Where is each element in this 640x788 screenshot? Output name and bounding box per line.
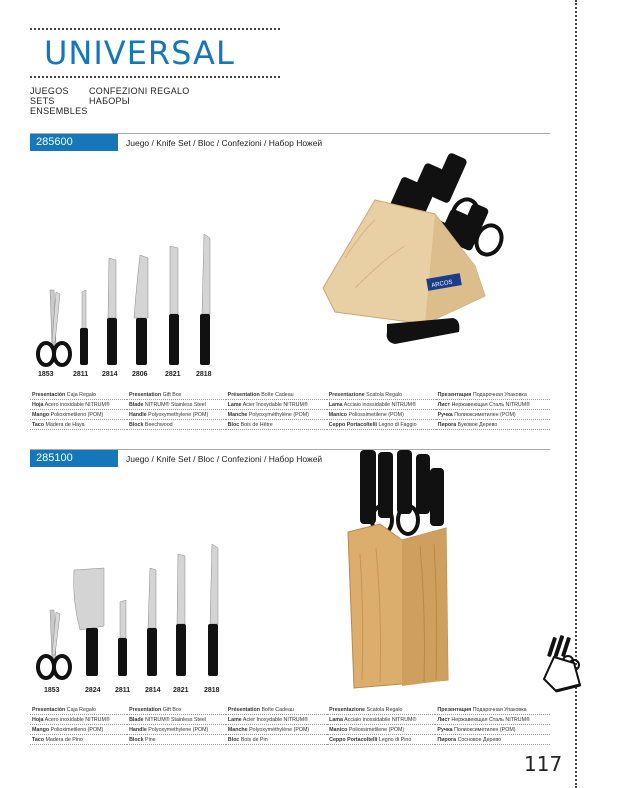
subtitle-col2 xyxy=(89,86,190,106)
knife-number: 1853 xyxy=(38,371,54,378)
pine-knife-block-photo xyxy=(340,444,460,694)
subtitle-col1 xyxy=(30,86,88,116)
bread-knife-icon xyxy=(176,554,186,676)
cleaver-icon xyxy=(74,568,104,676)
beech-knife-block-photo xyxy=(315,148,525,353)
block-brand-label: ARCOS xyxy=(431,279,454,290)
paring-knife-icon xyxy=(80,290,88,365)
slicing-knife-icon xyxy=(208,544,218,676)
slicing-knife-icon xyxy=(200,234,210,365)
spec-table xyxy=(30,705,550,745)
knife-number: 2818 xyxy=(204,687,220,694)
table-row: Mango Polioximetileno (POM) Handle Polyoxymethylene (POM) Manche Polyoxyméthylène (POM) Manico Poliossimetilene (POM) Ручка Полиоксиметилен (POM) xyxy=(30,725,550,735)
utility-knife-icon xyxy=(107,258,117,365)
table-row: Presentación Caja Regalo Presentation Gift Box Présentation Boîte Cadeau Presentazione Scatola Regalo Презентация Подарочная Упаковка xyxy=(30,705,550,715)
paring-knife-icon xyxy=(118,600,127,676)
knife-number: 2814 xyxy=(102,371,118,378)
knife-number: 1853 xyxy=(44,687,60,694)
subtitle-item: JUEGOS xyxy=(30,86,69,96)
subtitle-item: CONFEZIONI REGALO xyxy=(89,86,190,96)
knife-number: 2811 xyxy=(73,371,89,378)
top-dotted-rule xyxy=(30,28,280,30)
subtitle-item: ENSEMBLES xyxy=(30,106,88,116)
table-row: Hoja Acero inoxidable NITRUM® Blade NITRUM® Stainless Steel Lame Acier Inoxydable NITRUM® Lama Acciaio inossidabile NITRUM® Лист Нержавеющая Сталь NITRUM® xyxy=(30,715,550,725)
knife-number: 2814 xyxy=(145,687,161,694)
product-code-badge: 285600 xyxy=(30,134,118,151)
knife-set-illustration xyxy=(30,230,230,370)
chef-knife-icon xyxy=(134,255,148,365)
table-row: Hoja Acero inoxidable NITRUM® Blade NITRUM® Stainless Steel Lame Acier Inoxydable NITRUM® Lama Acciaio inossidabile NITRUM® Лист Нержавеющая Сталь NITRUM® xyxy=(30,400,550,410)
knife-number: 2821 xyxy=(165,371,181,378)
knife-number: 2806 xyxy=(132,371,148,378)
knife-number: 2818 xyxy=(196,371,212,378)
knife-number: 2824 xyxy=(85,687,101,694)
section-label: Juego / Knife Set / Bloc / Confezioni / Набор Ножей xyxy=(126,454,323,464)
product-code-badge: 285100 xyxy=(30,450,118,467)
knife-block-tab-icon xyxy=(540,635,584,695)
page-number: 117 xyxy=(524,752,563,776)
utility-knife-icon xyxy=(147,568,157,676)
table-row: Taco Madera de Haya Block Beechwood Bloc Bois de Hêtre Ceppo Portacoltelli Legno di Faggio Пирога Буковое Дерево xyxy=(30,420,550,430)
knife-number: 2811 xyxy=(115,687,131,694)
table-row: Taco Madera de Pino Block Pine Bloc Bois de Pin Ceppo Portacoltelli Legno di Pino Пирога Сосновое Дерево xyxy=(30,735,550,745)
scissors-icon xyxy=(38,290,70,365)
bread-knife-icon xyxy=(169,246,179,365)
scissors-icon xyxy=(38,610,70,678)
page-title: UNIVERSAL xyxy=(44,34,235,72)
title-dotted-rule xyxy=(30,76,280,78)
section-label: Juego / Knife Set / Bloc / Confezioni / Набор Ножей xyxy=(126,138,323,148)
subtitle-item: НАБОРЫ xyxy=(89,96,131,106)
subtitle-item: SETS xyxy=(30,96,55,106)
knife-set-illustration xyxy=(30,540,230,682)
table-row: Presentación Caja Regalo Presentation Gift Box Présentation Boîte Cadeau Presentazione Scatola Regalo Презентация Подарочная Упаковка xyxy=(30,390,550,400)
knife-number: 2821 xyxy=(173,687,189,694)
spec-table xyxy=(30,390,550,430)
table-row: Mango Polioximetileno (POM) Handle Polyoxymethylene (POM) Manche Polyoxyméthylène (POM) Manico Poliossimetilene (POM) Ручка Полиоксиметилен (POM) xyxy=(30,410,550,420)
